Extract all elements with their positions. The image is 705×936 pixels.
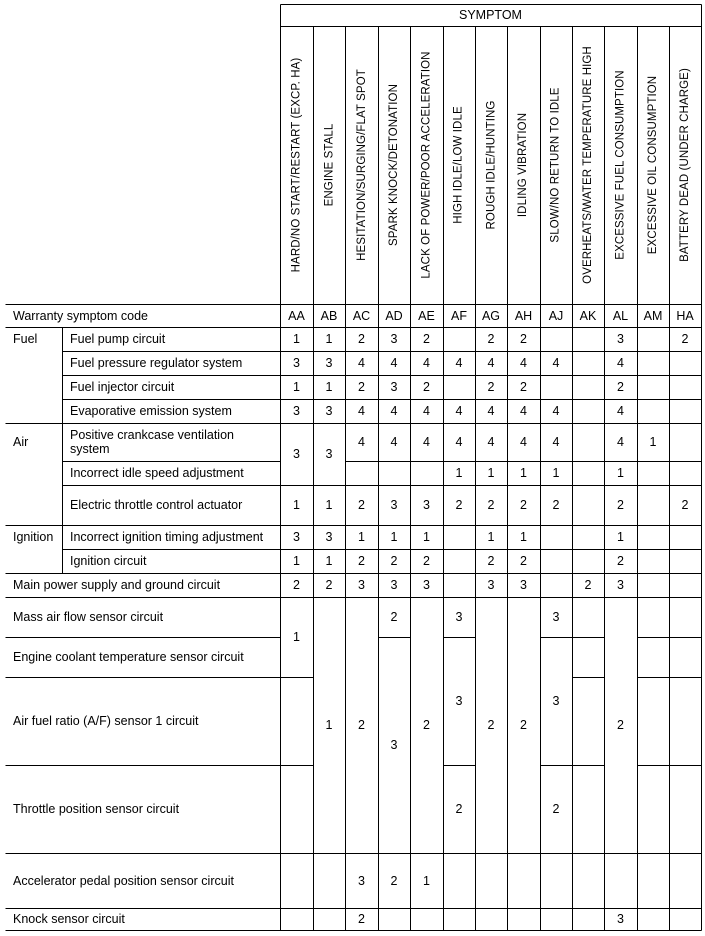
value-cell: 1 xyxy=(617,466,624,480)
value-cell: 2 xyxy=(358,554,365,568)
row-label: Ignition circuit xyxy=(70,554,147,568)
value-cell: 3 xyxy=(358,578,365,592)
value-cell: 3 xyxy=(293,447,300,461)
column-header xyxy=(572,26,604,304)
value-cell: 2 xyxy=(552,802,560,816)
column-header-text: EXCESSIVE OIL CONSUMPTION xyxy=(647,75,660,255)
value-cell: 2 xyxy=(487,498,495,512)
column-header xyxy=(475,26,507,304)
value-cell: 3 xyxy=(455,694,463,708)
column-header xyxy=(443,26,475,304)
value-cell xyxy=(572,549,604,573)
warranty-code: AK xyxy=(579,308,597,323)
value-cell xyxy=(378,461,410,485)
value-cell: 4 xyxy=(423,435,430,449)
row-label: Mass air flow sensor circuit xyxy=(13,610,164,624)
row-label: Air fuel ratio (A/F) sensor 1 circuit xyxy=(13,714,199,728)
value-cell xyxy=(572,375,604,399)
value-cell: 3 xyxy=(617,332,624,346)
value-cell xyxy=(572,327,604,351)
category-label: Air xyxy=(13,435,29,449)
warranty-code: HA xyxy=(676,308,694,323)
value-cell xyxy=(572,677,604,765)
value-cell: 2 xyxy=(552,498,560,512)
value-cell xyxy=(669,765,701,853)
value-cell: 2 xyxy=(293,578,300,592)
value-cell xyxy=(637,399,669,423)
value-cell xyxy=(572,399,604,423)
warranty-code: AL xyxy=(612,308,629,323)
value-cell: 4 xyxy=(390,356,398,370)
row-label: Main power supply and ground circuit xyxy=(13,578,221,592)
value-cell: 2 xyxy=(423,332,430,346)
category-label: Ignition xyxy=(13,530,54,544)
row-label: Throttle position sensor circuit xyxy=(13,802,180,816)
value-cell: 3 xyxy=(617,578,624,592)
value-cell: 2 xyxy=(617,554,624,568)
value-cell: 4 xyxy=(520,435,527,449)
value-cell: 1 xyxy=(325,554,333,568)
column-header-text: HARD/NO START/RESTART (EXCP. HA) xyxy=(290,57,303,273)
value-cell: 4 xyxy=(455,356,463,370)
value-cell xyxy=(572,637,604,677)
value-cell: 2 xyxy=(358,380,365,394)
value-cell: 2 xyxy=(487,554,495,568)
warranty-code: AC xyxy=(352,308,371,323)
value-cell: 4 xyxy=(487,435,495,449)
value-cell xyxy=(410,908,443,930)
value-cell: 4 xyxy=(520,356,527,370)
value-cell xyxy=(443,908,475,930)
value-cell: 3 xyxy=(325,404,333,418)
value-cell: 2 xyxy=(325,578,333,592)
column-header-text: ENGINE STALL xyxy=(323,123,336,207)
value-cell: 1 xyxy=(293,498,300,512)
value-cell xyxy=(572,597,604,637)
warranty-code: AH xyxy=(514,308,533,323)
value-cell: 1 xyxy=(293,554,300,568)
value-cell xyxy=(669,375,701,399)
value-cell xyxy=(540,375,572,399)
row-label: Incorrect idle speed adjustment xyxy=(70,466,244,480)
symptom-header: SYMPTOM xyxy=(459,8,522,22)
value-cell xyxy=(637,908,669,930)
value-cell: 2 xyxy=(390,873,398,888)
value-cell: 4 xyxy=(423,356,430,370)
value-cell: 2 xyxy=(358,718,365,732)
value-cell: 3 xyxy=(455,610,463,624)
row-label: Knock sensor circuit xyxy=(13,912,125,926)
value-cell: 1 xyxy=(455,466,463,480)
value-cell: 1 xyxy=(520,530,527,544)
value-cell: 1 xyxy=(617,530,624,544)
value-cell xyxy=(637,677,669,765)
value-cell: 2 xyxy=(358,912,365,926)
column-header-text: SLOW/NO RETURN TO IDLE xyxy=(550,87,563,243)
value-cell xyxy=(540,908,572,930)
value-cell: 3 xyxy=(617,912,624,926)
column-header-text: HIGH IDLE/LOW IDLE xyxy=(453,106,465,224)
row-label: Fuel pump circuit xyxy=(70,332,166,346)
value-cell: 4 xyxy=(358,435,365,449)
column-header xyxy=(604,26,637,304)
value-cell xyxy=(637,375,669,399)
value-cell: 4 xyxy=(617,356,624,370)
value-cell xyxy=(637,525,669,549)
warranty-code: AB xyxy=(320,308,338,323)
value-cell: 1 xyxy=(325,332,333,346)
value-cell: 2 xyxy=(487,380,495,394)
column-header-text: OVERHEATS/WATER TEMPERATURE HIGH xyxy=(582,46,595,284)
column-header-text: HESITATION/SURGING/FLAT SPOT xyxy=(355,69,368,261)
value-cell xyxy=(572,485,604,525)
warranty-code: AD xyxy=(385,308,403,323)
value-cell: 4 xyxy=(552,404,560,418)
warranty-code: AE xyxy=(418,308,435,323)
value-cell: 2 xyxy=(681,332,689,346)
value-cell: 1 xyxy=(325,380,333,394)
value-cell: 1 xyxy=(358,530,365,544)
value-cell xyxy=(280,853,313,908)
category-label: Fuel xyxy=(13,332,38,346)
value-cell: 2 xyxy=(358,498,365,512)
value-cell: 4 xyxy=(358,404,365,418)
value-cell xyxy=(572,525,604,549)
value-cell: 1 xyxy=(390,530,398,544)
value-cell xyxy=(637,549,669,573)
value-cell: 3 xyxy=(358,873,365,888)
value-cell: 2 xyxy=(455,802,463,816)
row-label: Engine coolant temperature sensor circuit xyxy=(13,650,244,664)
value-cell xyxy=(443,549,475,573)
value-cell: 2 xyxy=(681,498,689,512)
value-cell: 1 xyxy=(487,530,495,544)
row-label: Evaporative emission system xyxy=(70,404,232,418)
value-cell xyxy=(572,461,604,485)
value-cell xyxy=(637,573,669,597)
value-cell xyxy=(604,853,637,908)
value-cell xyxy=(572,908,604,930)
value-cell xyxy=(637,853,669,908)
value-cell xyxy=(637,597,669,637)
value-cell xyxy=(669,677,701,765)
value-cell xyxy=(475,853,507,908)
value-cell xyxy=(637,637,669,677)
row-label: Electric throttle control actuator xyxy=(70,498,243,512)
value-cell: 4 xyxy=(358,356,365,370)
value-cell xyxy=(313,908,345,930)
value-cell: 4 xyxy=(617,404,624,418)
value-cell xyxy=(669,573,701,597)
value-cell xyxy=(443,525,475,549)
value-cell: 4 xyxy=(617,435,624,449)
column-header xyxy=(669,26,701,304)
value-cell: 2 xyxy=(520,554,527,568)
value-cell: 2 xyxy=(423,718,430,732)
value-cell xyxy=(540,573,572,597)
value-cell: 1 xyxy=(649,435,657,449)
value-cell xyxy=(637,485,669,525)
value-cell: 3 xyxy=(293,530,300,544)
value-cell xyxy=(378,908,410,930)
value-cell xyxy=(669,597,701,637)
value-cell xyxy=(669,399,701,423)
value-cell xyxy=(637,765,669,853)
value-cell xyxy=(669,908,701,930)
value-cell: 4 xyxy=(455,435,463,449)
warranty-label: Warranty symptom code xyxy=(13,308,148,323)
value-cell: 2 xyxy=(423,554,430,568)
value-cell: 1 xyxy=(423,873,430,888)
value-cell: 1 xyxy=(293,630,300,644)
value-cell xyxy=(410,461,443,485)
value-cell: 4 xyxy=(487,356,495,370)
value-cell: 4 xyxy=(487,404,495,418)
row-label: Fuel injector circuit xyxy=(70,380,175,394)
value-cell xyxy=(540,327,572,351)
value-cell: 2 xyxy=(455,498,463,512)
column-header-text: ROUGH IDLE/HUNTING xyxy=(485,100,498,230)
value-cell: 1 xyxy=(325,718,333,732)
value-cell: 3 xyxy=(390,578,398,592)
row-label: Incorrect ignition timing adjustment xyxy=(70,530,264,544)
value-cell: 3 xyxy=(293,404,300,418)
row-label: Accelerator pedal position sensor circuit xyxy=(13,873,234,888)
value-cell xyxy=(669,853,701,908)
column-header-text: SPARK KNOCK/DETONATION xyxy=(388,84,401,246)
value-cell: 4 xyxy=(423,404,430,418)
column-header xyxy=(637,26,669,304)
value-cell: 3 xyxy=(487,578,495,592)
warranty-code: AM xyxy=(643,308,663,323)
value-cell xyxy=(540,853,572,908)
value-cell xyxy=(443,375,475,399)
value-cell xyxy=(313,853,345,908)
value-cell xyxy=(637,327,669,351)
value-cell xyxy=(540,525,572,549)
value-cell: 3 xyxy=(390,738,398,752)
value-cell: 3 xyxy=(293,356,300,370)
value-cell: 2 xyxy=(423,380,430,394)
column-header-text: LACK OF POWER/POOR ACCELERATION xyxy=(420,51,433,279)
value-cell xyxy=(669,351,701,375)
value-cell: 1 xyxy=(520,466,527,480)
value-cell: 4 xyxy=(455,404,463,418)
value-cell xyxy=(669,461,701,485)
value-cell: 3 xyxy=(325,447,333,461)
column-header xyxy=(507,26,540,304)
value-cell: 3 xyxy=(390,498,398,512)
value-cell: 1 xyxy=(552,466,560,480)
value-cell: 2 xyxy=(520,718,527,732)
column-header xyxy=(345,26,378,304)
value-cell: 2 xyxy=(520,380,527,394)
value-cell xyxy=(443,573,475,597)
value-cell: 4 xyxy=(390,435,398,449)
warranty-code: AA xyxy=(288,308,305,323)
value-cell xyxy=(280,765,313,853)
value-cell xyxy=(572,423,604,461)
value-cell: 1 xyxy=(325,498,333,512)
value-cell: 2 xyxy=(487,718,495,732)
value-cell xyxy=(540,549,572,573)
column-header-text: EXCESSIVE FUEL CONSUMPTION xyxy=(614,70,627,260)
value-cell xyxy=(443,853,475,908)
value-cell: 2 xyxy=(617,380,624,394)
warranty-code: AF xyxy=(451,308,467,323)
value-cell: 2 xyxy=(584,578,592,592)
value-cell xyxy=(507,908,540,930)
value-cell: 2 xyxy=(617,498,624,512)
column-header xyxy=(410,26,443,304)
column-header xyxy=(540,26,572,304)
row-label: Fuel pressure regulator system xyxy=(70,356,243,370)
value-cell: 4 xyxy=(390,404,398,418)
value-cell xyxy=(280,908,313,930)
value-cell: 1 xyxy=(293,332,300,346)
value-cell xyxy=(345,461,378,485)
value-cell: 3 xyxy=(390,380,398,394)
value-cell: 1 xyxy=(293,380,300,394)
value-cell: 2 xyxy=(390,610,398,624)
value-cell xyxy=(669,637,701,677)
value-cell: 3 xyxy=(423,578,430,592)
value-cell: 2 xyxy=(390,554,398,568)
value-cell: 3 xyxy=(325,530,333,544)
value-cell: 3 xyxy=(390,332,398,346)
value-cell xyxy=(572,351,604,375)
value-cell xyxy=(572,765,604,853)
value-cell: 4 xyxy=(552,356,560,370)
value-cell: 2 xyxy=(487,332,495,346)
column-header-text: IDLING VIBRATION xyxy=(517,112,530,218)
value-cell: 1 xyxy=(487,466,495,480)
column-header-text: BATTERY DEAD (UNDER CHARGE) xyxy=(679,68,692,262)
row-label: Positive crankcase ventilation system xyxy=(70,428,234,456)
value-cell xyxy=(669,549,701,573)
value-cell: 2 xyxy=(520,498,527,512)
column-header xyxy=(280,26,313,304)
warranty-code: AG xyxy=(481,308,501,323)
value-cell: 3 xyxy=(552,694,560,708)
column-header xyxy=(378,26,410,304)
value-cell xyxy=(507,853,540,908)
value-cell xyxy=(637,461,669,485)
value-cell xyxy=(669,423,701,461)
column-header xyxy=(313,26,345,304)
value-cell: 3 xyxy=(552,610,560,624)
value-cell xyxy=(572,853,604,908)
value-cell: 1 xyxy=(423,530,430,544)
value-cell xyxy=(475,908,507,930)
value-cell: 2 xyxy=(617,718,624,732)
value-cell: 3 xyxy=(520,578,527,592)
value-cell: 3 xyxy=(423,498,430,512)
value-cell xyxy=(669,525,701,549)
value-cell: 4 xyxy=(520,404,527,418)
value-cell xyxy=(280,677,313,765)
warranty-code: AJ xyxy=(548,308,564,323)
value-cell xyxy=(443,327,475,351)
value-cell: 2 xyxy=(358,332,365,346)
value-cell: 2 xyxy=(520,332,527,346)
value-cell xyxy=(637,351,669,375)
value-cell: 4 xyxy=(552,435,560,449)
value-cell: 3 xyxy=(325,356,333,370)
